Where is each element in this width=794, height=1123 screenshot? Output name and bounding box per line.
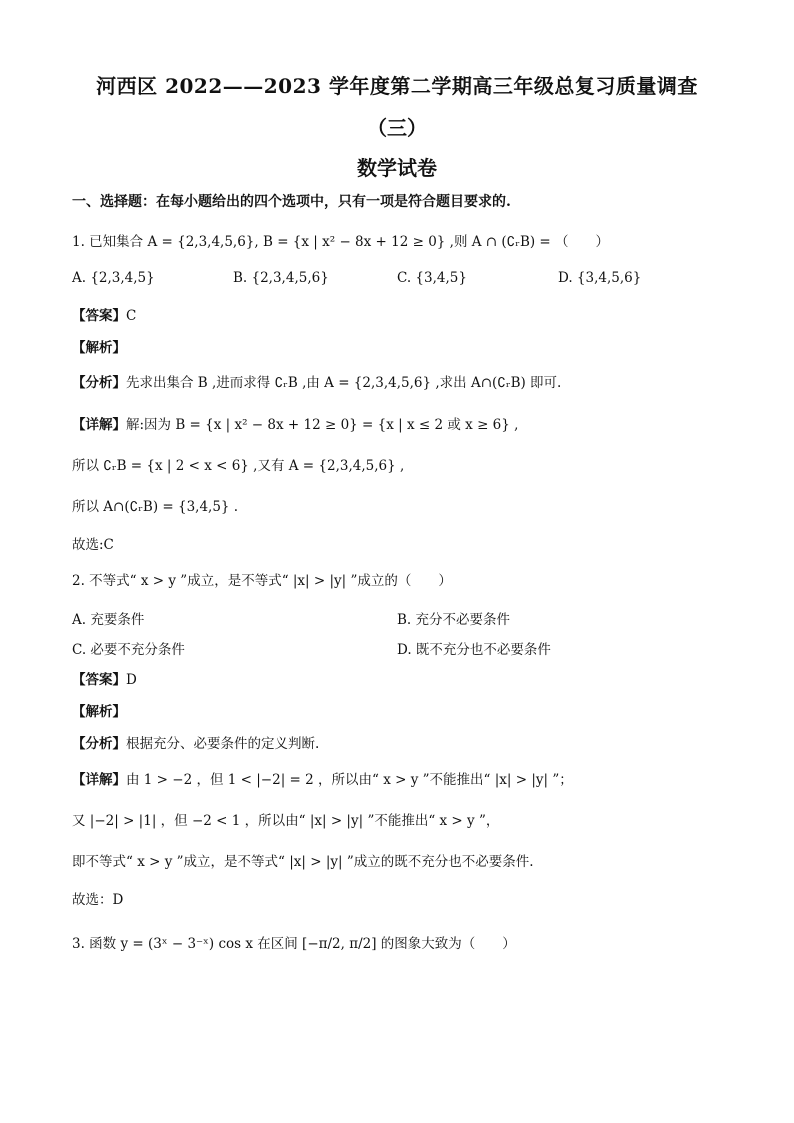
q1-option-b: B. {2,3,4,5,6} — [233, 270, 329, 286]
q1-fenxi-line — [72, 373, 561, 393]
q2-detail-tag: 【详解】 — [72, 772, 126, 788]
q2-option-c: C. 必要不充分条件 — [72, 642, 185, 658]
q1-option-a: A. {2,3,4,5} — [72, 270, 155, 286]
q1-answer: C — [126, 308, 137, 324]
q1-option-c: C. {3,4,5} — [397, 270, 467, 286]
q1-fenxi: 先求出集合 B ,进而求得 ∁ᵣB ,由 A = {2,3,4,5,6} ,求出 A∩(∁ᵣB) 即可. — [126, 375, 562, 391]
q2-option-d: D. 既不充分也不必要条件 — [397, 642, 551, 658]
q2-fenxi: 根据充分、必要条件的定义判断. — [126, 736, 320, 752]
q1-step2: 所以 ∁ᵣB = {x | 2 < x < 6} ,又有 A = {2,3,4,5,6} , — [72, 458, 405, 474]
q2-fenxi-tag: 【分析】 — [72, 736, 126, 752]
q1-choice: 故选:C — [72, 537, 114, 553]
q2-stem: 2. 不等式“ x > y ”成立，是不等式“ |x| > |y| ”成立的（ ） — [72, 573, 452, 589]
q1-answer-line — [72, 306, 136, 326]
q2-detail-line — [72, 770, 573, 790]
q2-answer-line — [72, 670, 137, 690]
q2-analysis-tag: 【解析】 — [72, 704, 126, 720]
q2-option-b: B. 充分不必要条件 — [397, 612, 511, 628]
q2-step3: 即不等式“ x > y ”成立，是不等式“ |x| > |y| ”成立的既不充分也不必要条件. — [72, 854, 534, 870]
q2-option-a: A. 充要条件 — [72, 612, 145, 628]
q1-option-d: D. {3,4,5,6} — [558, 270, 642, 286]
exam-title: 河西区 2022——2023 学年度第二学期高三年级总复习质量调查 — [96, 74, 698, 98]
q1-stem: 1. 已知集合 A = {2,3,4,5,6}, B = {x | x² − 8x + 12 ≥ 0} ,则 A ∩ (∁ᵣB) = （ ） — [72, 234, 610, 250]
q1-detail: 解:因为 B = {x | x² − 8x + 12 ≥ 0} = {x | x ≤ 2 或 x ≥ 6} , — [126, 417, 519, 433]
q1-fenxi-tag: 【分析】 — [72, 375, 126, 391]
exam-part: （三） — [367, 116, 427, 140]
q1-answer-tag: 【答案】 — [72, 308, 126, 324]
q2-choice: 故选：D — [72, 892, 124, 908]
q1-detail-line — [72, 415, 518, 435]
q2-detail: 由 1 > −2 ，但 1 < |−2| = 2 ，所以由“ x > y ”不能推出“ |x| > |y| ”； — [126, 772, 573, 788]
q2-answer-tag: 【答案】 — [72, 672, 126, 688]
exam-subject: 数学试卷 — [357, 156, 437, 180]
q2-answer: D — [126, 672, 137, 688]
section-heading: 一、选择题：在每小题给出的四个选项中，只有一项是符合题目要求的. — [72, 194, 511, 210]
q1-analysis-tag: 【解析】 — [72, 340, 126, 356]
q2-step2: 又 |−2| > |1| ，但 −2 < 1 ，所以由“ |x| > |y| ”不能推出“ x > y ”， — [72, 813, 500, 829]
q2-fenxi-line — [72, 734, 319, 754]
q1-step3: 所以 A∩(∁ᵣB) = {3,4,5} . — [72, 499, 239, 515]
q3-stem: 3. 函数 y = (3ˣ − 3⁻ˣ) cos x 在区间 [−π/2, π/2] 的图象大致为（ ） — [72, 936, 516, 952]
q1-detail-tag: 【详解】 — [72, 417, 126, 433]
